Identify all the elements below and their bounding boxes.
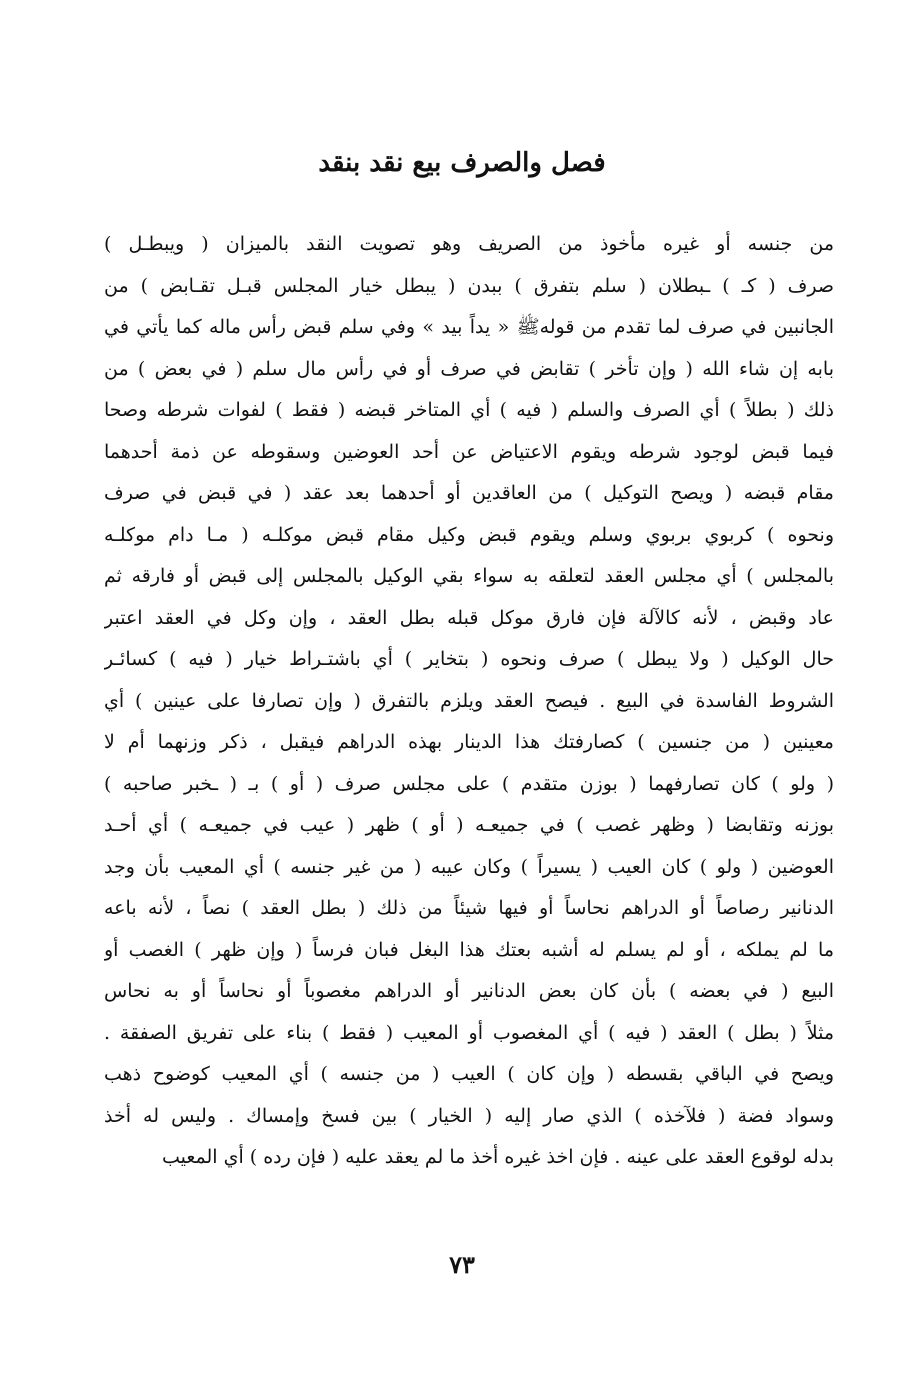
text-line-20: مثلاً ( بطل ) العقد ( فيه ) أي المغصوب أو المعيب ( فقط ) بناء على تفريق الصفقة . bbox=[104, 1021, 834, 1044]
text-line-9: بالمجلس ) أي مجلس العقد لتعلقه به سواء بقي الوكيل بالمجلس إلى قبض أو فارقه ثم bbox=[104, 565, 834, 587]
text-line-19: البيع ( في بعضه ) بأن كان بعض الدنانير أو الدراهم مغصوباً أو نحاساً أو به نحاس bbox=[104, 980, 834, 1002]
text-line-17: الدنانير رصاصاً أو الدراهم نحاساً أو فيها شيئاً من ذلك ( بطل العقد ) نصاً ، لأنه باعه bbox=[104, 897, 834, 919]
text-line-5: ذلك ( بطلاً ) أي الصرف والسلم ( فيه ) أي المتاخر قبضه ( فقط ) لفوات شرطه وصحا bbox=[104, 399, 834, 421]
text-line-23: بدله لوقوع العقد على عينه . فإن اخذ غيره أخذ ما لم يعقد عليه ( فإن رده ) أي المعيب bbox=[161, 1146, 834, 1168]
text-line-16: العوضين ( ولو ) كان العيب ( يسيراً ) وكان عيبه ( من غير جنسه ) أي المعيب بأن وجد bbox=[104, 855, 834, 878]
text-line-12: الشروط الفاسدة في البيع . فيصح العقد ويلزم بالتفرق ( وإن تصارفا على عينين ) أي bbox=[104, 689, 834, 712]
text-line-14: ( ولو ) كان تصارفهما ( بوزن متقدم ) على مجلس صرف ( أو ) بـ ( ـخبر صاحبه ) bbox=[104, 772, 834, 795]
text-line-13: معينين ( من جنسين ) كصارفتك هذا الدينار بهذه الدراهم فيقبل ، ذكر وزنهما أم لا bbox=[104, 731, 834, 753]
page-number: ٧٣ bbox=[449, 1250, 475, 1279]
text-line-10: عاد وقبض ، لأنه كالآلة فإن فارق موكل قبله بطل العقد ، وإن وكل في العقد اعتبر bbox=[104, 606, 834, 629]
text-line-2: صرف ( كـ ) ـبطلان ( سلم بتفرق ) ببدن ( يبطل خيار المجلس قبـل تقـابض ) من bbox=[104, 274, 834, 297]
body-text bbox=[104, 224, 834, 1179]
text-line-4: بابه إن شاء الله ( وإن تأخر ) تقابض في صرف أو في رأس مال سلم ( في بعض ) من bbox=[104, 357, 834, 380]
text-line-8: ونحوه ) كربوي بربوي وسلم ويقوم قبض وكيل مقام قبض موكلـه ( مـا دام موكلـه bbox=[104, 523, 834, 546]
chapter-title: فصل والصرف بيع نقد بنقد bbox=[318, 148, 606, 178]
text-line-6: فيما قبض لوجود شرطه ويقوم الاعتياض عن أحد العوضين وسقوطه عن ذمة أحدهما bbox=[104, 440, 834, 463]
text-line-15: بوزنه وتقابضا ( وظهر غصب ) في جميعـه ( أو ) ظهر ( عيب في جميعـه ) أي أحـد bbox=[104, 814, 834, 836]
text-line-22: وسواد فضة ( فلآخذه ) الذي صار إليه ( الخيار ) بين فسخ وإمساك . وليس له أخذ bbox=[104, 1104, 834, 1127]
text-line-21: ويصح في الباقي بقسطه ( وإن كان ) العيب ( من جنسه ) أي المعيب كوضوح ذهب bbox=[104, 1063, 834, 1085]
text-line-1: من جنسه أو غيره مأخوذ من الصريف وهو تصويت النقد بالميزان ( ويبطـل ) bbox=[104, 233, 834, 255]
text-line-3: الجانبين في صرف لما تقدم من قولهﷺ « يداً بيد » وفي سلم قبض رأس ماله كما يأتي في bbox=[104, 316, 834, 338]
text-line-11: حال الوكيل ( ولا يبطل ) صرف ونحوه ( بتخاير ) أي باشتـراط خيار ( فيه ) كسائـر bbox=[104, 648, 834, 670]
text-line-18: ما لم يملكه ، أو لم يسلم له أشبه بعتك هذا البغل فبان فرساً ( وإن ظهر ) الغصب أو bbox=[104, 938, 834, 961]
text-line-7: مقام قبضه ( ويصح التوكيل ) من العاقدين أو أحدهما بعد عقد ( في قبض في صرف bbox=[104, 482, 834, 504]
